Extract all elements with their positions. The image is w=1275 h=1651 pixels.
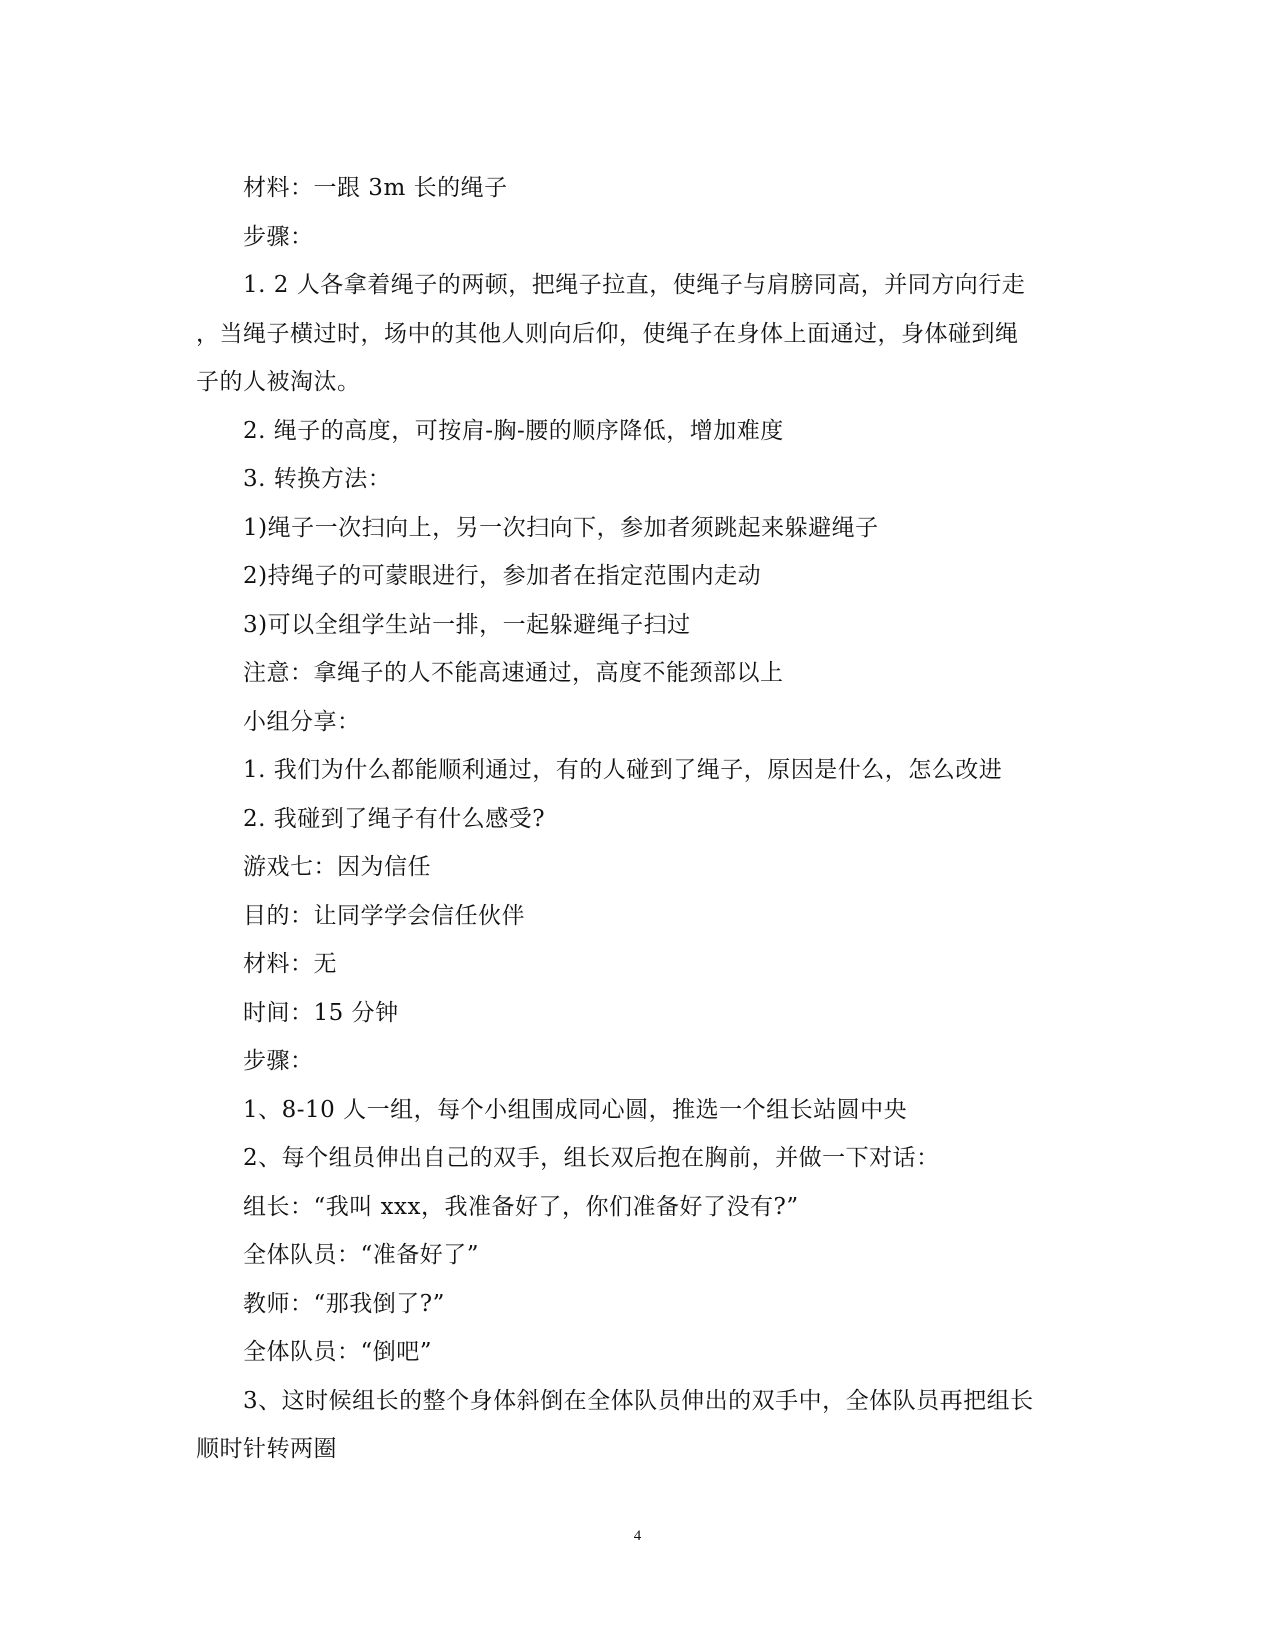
text-line: 步骤： (243, 223, 314, 250)
text-line: 步骤： (243, 1048, 314, 1074)
text-line: 3、这时候组长的整个身体斜倒在全体队员伸出的双手中，全体队员再把组长 (243, 1387, 1034, 1414)
text-line: 注意：拿绳子的人不能高速通过，高度不能颈部以上 (243, 660, 784, 686)
text-line: ，当绳子横过时，场中的其他人则向后仰，使绳子在身体上面通过，身体碰到绳 (196, 320, 1019, 347)
text-line: 材料：一跟 3m 长的绳子 (243, 175, 508, 201)
text-line: 1、8-10 人一组，每个小组围成同心圆，推选一个组长站圆中央 (243, 1096, 908, 1123)
text-line: 时间：15 分钟 (243, 999, 399, 1026)
text-line: 3)可以全组学生站一排，一起躲避绳子扫过 (243, 611, 691, 638)
text-line: 目的：让同学学会信任伙伴 (243, 902, 525, 929)
text-line: 1)绳子一次扫向上，另一次扫向下，参加者须跳起来躲避绳子 (243, 514, 879, 541)
text-line: 2、每个组员伸出自己的双手，组长双后抱在胸前，并做一下对话： (243, 1145, 940, 1171)
text-line: 2. 我碰到了绳子有什么感受? (243, 805, 546, 832)
text-line: 顺时针转两圈 (196, 1436, 337, 1462)
text-line: 3. 转换方法： (243, 466, 392, 492)
text-line: 子的人被淘汰。 (196, 369, 361, 395)
text-line: 材料：无 (243, 951, 337, 977)
text-line: 全体队员：“倒吧” (243, 1339, 433, 1365)
text-line: 组长：“我叫 xxx，我准备好了，你们准备好了没有?” (243, 1193, 799, 1220)
text-line: 1. 我们为什么都能顺利通过，有的人碰到了绳子，原因是什么，怎么改进 (243, 757, 1003, 783)
document-body (196, 164, 1076, 1474)
text-line: 2. 绳子的高度，可按肩-胸-腰的顺序降低，增加难度 (243, 417, 784, 444)
text-line: 教师：“那我倒了?” (243, 1290, 445, 1317)
text-line: 全体队员：“准备好了” (243, 1242, 480, 1268)
text-line: 2)持绳子的可蒙眼进行，参加者在指定范围内走动 (243, 563, 762, 589)
text-line: 1. 2 人各拿着绳子的两顿，把绳子拉直，使绳子与肩膀同高，并同方向行走 (243, 272, 1026, 298)
text-line: 小组分享： (243, 708, 361, 735)
page-number: 4 (633, 1528, 642, 1544)
text-line: 游戏七：因为信任 (243, 854, 431, 880)
